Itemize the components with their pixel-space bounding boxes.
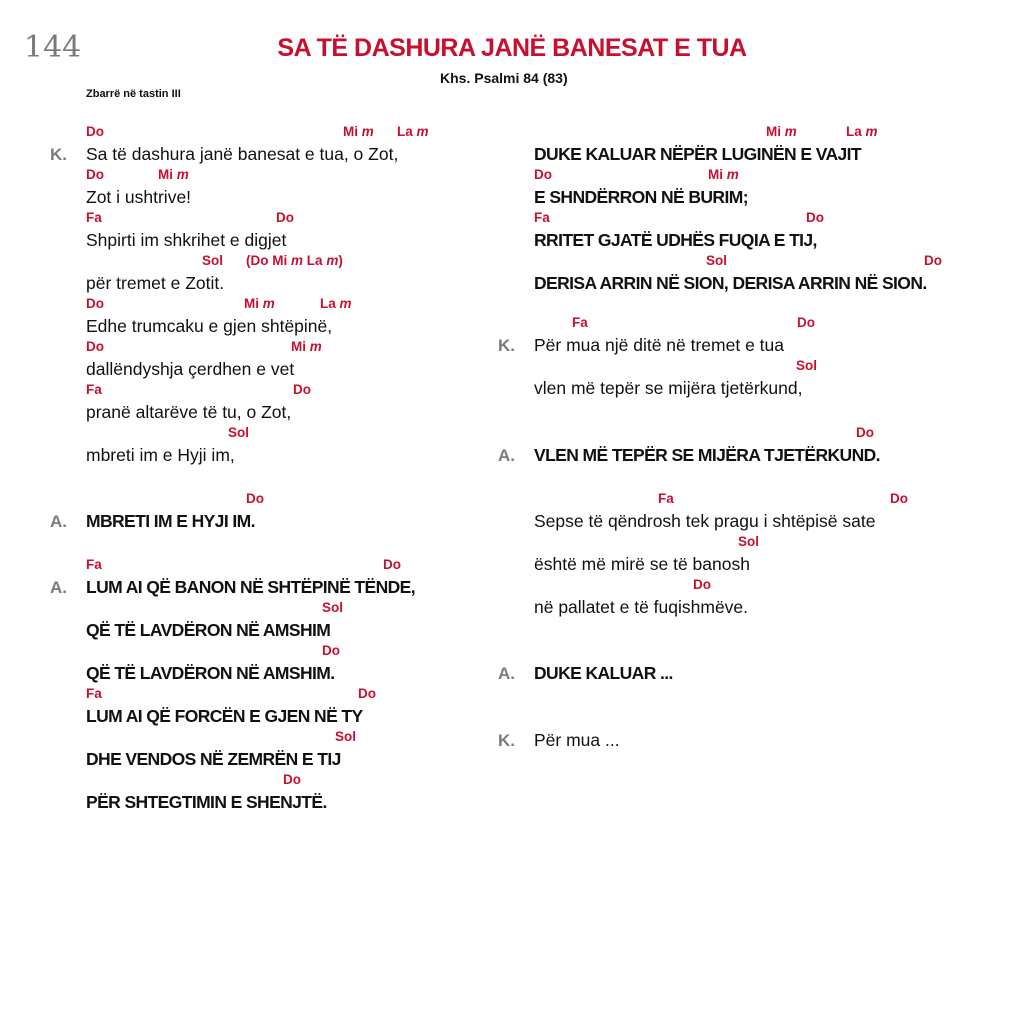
chord: Do (534, 167, 552, 182)
lyric-line: LUM AI QË FORCËN E GJEN NË TY (86, 706, 363, 726)
chord: La m (397, 124, 429, 139)
chord: Mi m (158, 167, 189, 182)
chord: Do (383, 557, 401, 572)
lyric-line: E SHNDËRRON NË BURIM; (534, 187, 748, 207)
lyric-line: Edhe trumcaku e gjen shtëpinë, (86, 316, 333, 336)
lyric-line: RRITET GJATË UDHËS FUQIA E TIJ, (534, 230, 817, 250)
chord: Do (293, 382, 311, 397)
lyric-line: DERISA ARRIN NË SION, DERISA ARRIN NË SION. (534, 273, 927, 293)
lyric-line: dallëndyshja çerdhen e vet (86, 359, 295, 379)
chord: Sol (228, 425, 250, 440)
role-marker: K. (498, 336, 515, 355)
lyric-line: Për mua ... (534, 730, 620, 750)
psalm-reference: Khs. Psalmi 84 (83) (440, 70, 568, 86)
chord: Sol (335, 729, 357, 744)
chord: Fa (86, 686, 102, 701)
lyric-line: DHE VENDOS NË ZEMRËN E TIJ (86, 749, 341, 769)
lyric-line: Zot i ushtrive! (86, 187, 192, 207)
lyric-line: VLEN MË TEPËR SE MIJËRA TJETËRKUND. (534, 445, 880, 465)
capo-note: Zbarrë në tastin III (86, 88, 181, 100)
role-marker: A. (50, 512, 67, 531)
chord: Sol (202, 253, 224, 268)
role-marker: A. (498, 664, 515, 683)
chord: Do (797, 315, 815, 330)
chord: (Do Mi m La m) (246, 253, 343, 268)
chord: Mi m (708, 167, 739, 182)
lyric-line: për tremet e Zotit. (86, 273, 225, 293)
lyric-line: pranë altarëve të tu, o Zot, (86, 402, 292, 422)
song-title: SA TË DASHURA JANË BANESAT E TUA (277, 34, 747, 62)
lyric-line: Sepse të qëndrosh tek pragu i shtëpisë sate (534, 511, 876, 531)
chord: Fa (86, 557, 102, 572)
chord: Do (283, 772, 301, 787)
role-marker: A. (498, 446, 515, 465)
role-marker: A. (50, 578, 67, 597)
chord: Do (358, 686, 376, 701)
chord: Sol (322, 600, 344, 615)
chord: Do (86, 124, 104, 139)
chord: Do (924, 253, 942, 268)
chord: La m (846, 124, 878, 139)
chord: Do (856, 425, 874, 440)
lyric-line: PËR SHTEGTIMIN E SHENJTË. (86, 792, 327, 812)
lyric-line: QË TË LAVDËRON NË AMSHIM (86, 620, 331, 640)
lyric-line: MBRETI IM E HYJI IM. (86, 511, 255, 531)
chord: La m (320, 296, 352, 311)
lyric-line: Shpirti im shkrihet e digjet (86, 230, 287, 250)
chord: Fa (572, 315, 588, 330)
lyric-line: është më mirë se të banosh (534, 554, 750, 574)
chord: Fa (534, 210, 550, 225)
lyric-line: në pallatet e të fuqishmëve. (534, 597, 749, 617)
role-marker: K. (50, 145, 67, 164)
chord: Do (246, 491, 264, 506)
lyric-line: DUKE KALUAR ... (534, 663, 673, 683)
chord: Do (890, 491, 908, 506)
chord: Do (86, 167, 104, 182)
lyric-line: DUKE KALUAR NËPËR LUGINËN E VAJIT (534, 144, 861, 164)
chord: Do (86, 339, 104, 354)
lyric-line: Sa të dashura janë banesat e tua, o Zot, (86, 144, 399, 164)
chord: Sol (738, 534, 760, 549)
chord: Do (693, 577, 711, 592)
role-marker: K. (498, 731, 515, 750)
chord: Mi m (244, 296, 275, 311)
chord: Fa (658, 491, 674, 506)
lyric-line: Për mua një ditë në tremet e tua (534, 335, 784, 355)
chord: Fa (86, 382, 102, 397)
chord: Mi m (291, 339, 322, 354)
chord: Do (322, 643, 340, 658)
chord: Mi m (343, 124, 374, 139)
lyric-line: QË TË LAVDËRON NË AMSHIM. (86, 663, 335, 683)
chord: Mi m (766, 124, 797, 139)
chord: Sol (706, 253, 728, 268)
lyric-line: LUM AI QË BANON NË SHTËPINË TËNDE, (86, 577, 415, 597)
chord: Do (86, 296, 104, 311)
chord: Fa (86, 210, 102, 225)
chord: Do (806, 210, 824, 225)
lyric-line: mbreti im e Hyji im, (86, 445, 235, 465)
chord: Sol (796, 358, 818, 373)
chord: Do (276, 210, 294, 225)
page-number: 144 (24, 30, 82, 65)
lyric-line: vlen më tepër se mijëra tjetërkund, (534, 378, 803, 398)
